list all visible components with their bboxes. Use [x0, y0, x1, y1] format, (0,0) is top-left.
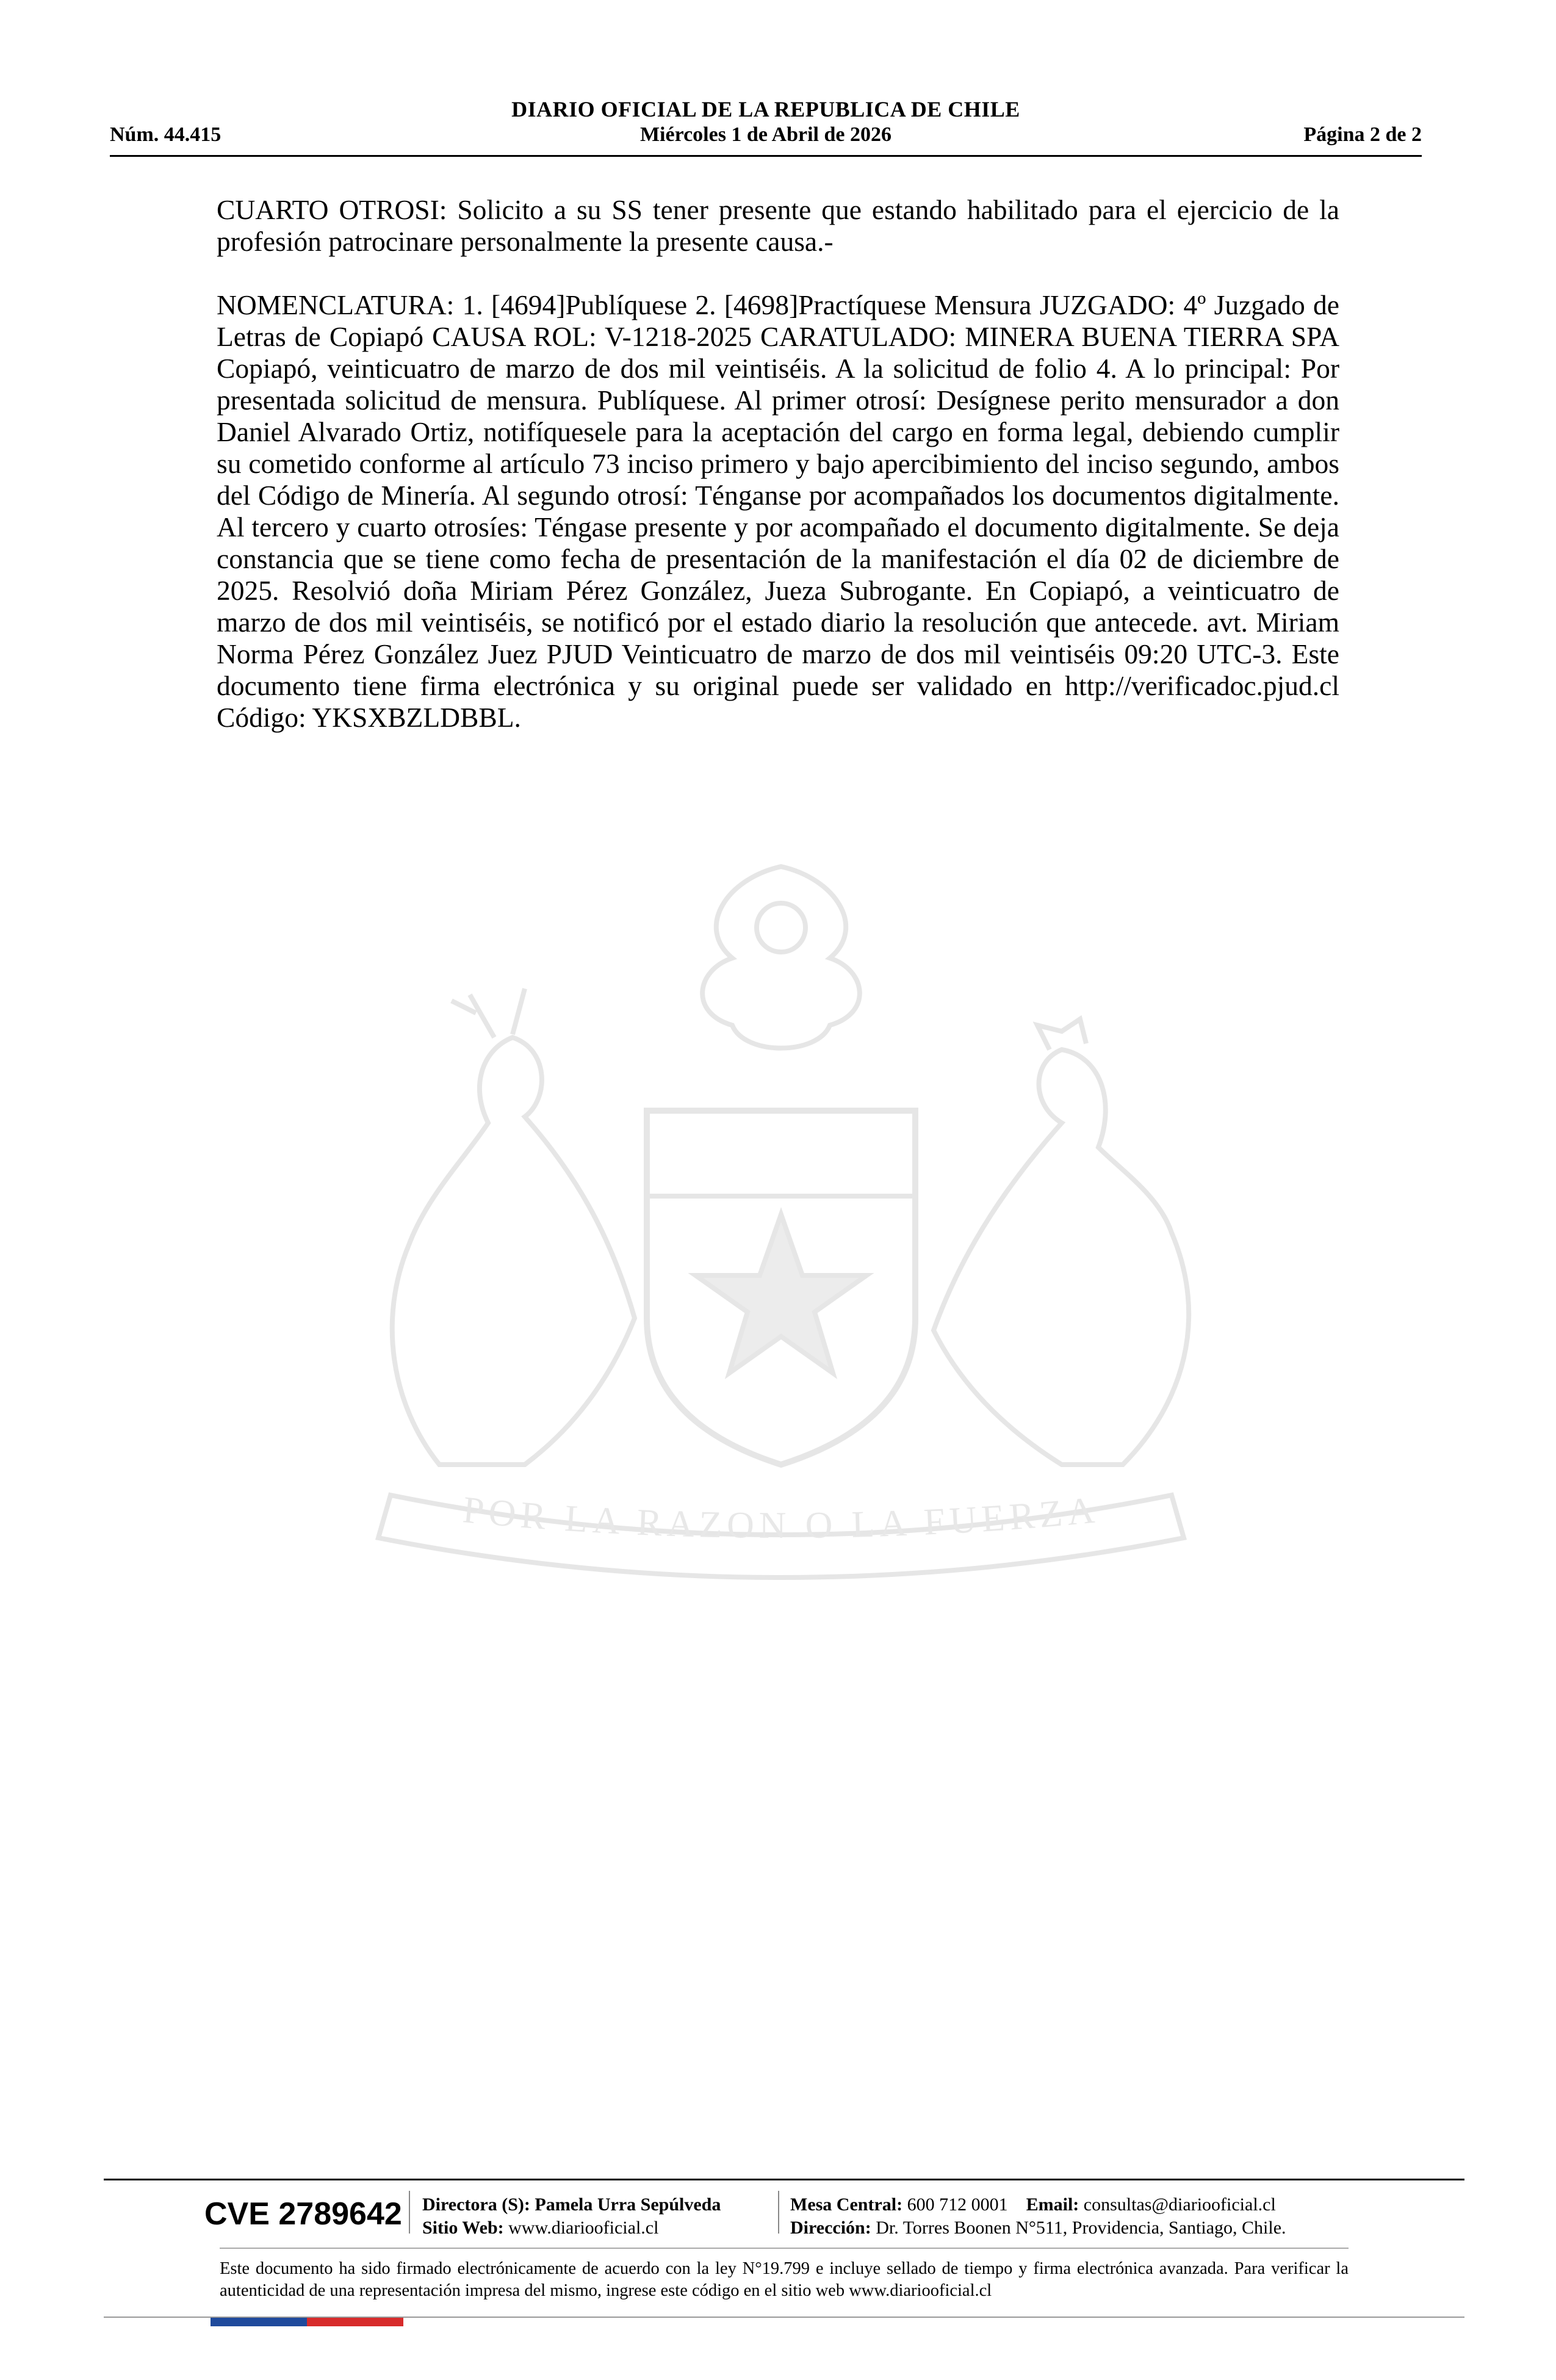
- page-indicator: Página 2 de 2: [1303, 123, 1422, 146]
- director-value: Pamela Urra Sepúlveda: [535, 2194, 721, 2215]
- issue-date: Miércoles 1 de Abril de 2026: [639, 123, 892, 146]
- document-body: [217, 194, 1339, 765]
- paragraph-cuarto-otrosi: CUARTO OTROSI: Solicito a su SS tener presente que estando habilitado para el ejercicio de la profesión patrocinare personalmente la presente causa.-: [217, 194, 1339, 257]
- flag-stripe-blue: [211, 2318, 307, 2326]
- issue-number: Núm. 44.415: [110, 123, 222, 146]
- director-label: Directora (S):: [422, 2194, 530, 2215]
- address-value: Dr. Torres Boonen N°511, Providencia, Santiago, Chile.: [876, 2218, 1286, 2238]
- footer-director-column: [422, 2193, 721, 2240]
- email-link[interactable]: consultas@diariooficial.cl: [1083, 2194, 1276, 2215]
- page-footer: [104, 2179, 1464, 2331]
- phone-label: Mesa Central:: [790, 2194, 903, 2215]
- paragraph-nomenclatura: NOMENCLATURA: 1. [4694]Publíquese 2. [4698]Practíquese Mensura JUZGADO: 4º Juzgado de Letras de Copiapó CAUSA ROL: V-1218-2025 CARATULADO: MINERA BUENA TIERRA SPA Copiapó, veinticuatro de marzo de dos mil veintiséis. A la solicitud de folio 4. A lo principal: Por presentada solicitud de mensura. Publíquese. Al primer otrosí: Desígnese perito mensurador a don Daniel Alvarado Ortiz, notifíquesele para la aceptación del cargo en forma legal, debiendo cumplir su cometido conforme al artículo 73 inciso primero y bajo apercibimiento del inciso segundo, ambos del Código de Minería. Al segundo otrosí: Ténganse por acompañados los documentos digitalmente. Al tercero y cuarto otrosíes: Téngase presente y por acompañado el documento digitalmente. Se deja constancia que se tiene como fecha de presentación de la manifestación el día 02 de diciembre de 2025. Resolvió doña Miriam Pérez González, Jueza Subrogante. En Copiapó, a veinticuatro de marzo de dos mil veintiséis, se notificó por el estado diario la resolución que antecede. avt. Miriam Norma Pérez González Juez PJUD Veinticuatro de marzo de dos mil veintiséis 09:20 UTC-3. Este documento tiene firma electrónica y su original puede ser validado en http://verificadoc.pjud.cl Código: YKSXBZLDBBL.: [217, 289, 1339, 733]
- legal-notice: Este documento ha sido firmado electrónicamente de acuerdo con la ley N°19.799 e incluye sellado de tiempo y firma electrónica avanzada. Para verificar la autenticidad de una representación impresa del mismo, ingrese este código en el sitio web www.diariooficial.cl: [220, 2259, 1349, 2300]
- cve-code: CVE 2789642: [204, 2196, 402, 2232]
- header-divider: [110, 155, 1422, 157]
- website-label: Sitio Web:: [422, 2218, 504, 2238]
- footer-inner-divider: [220, 2248, 1349, 2249]
- website-link[interactable]: www.diariooficial.cl: [508, 2218, 659, 2238]
- footer-contact-column: [790, 2193, 1286, 2240]
- footer-separator: [778, 2191, 779, 2234]
- coat-of-arms-watermark: [207, 854, 1355, 1678]
- footer-separator: [409, 2191, 410, 2234]
- phone-value: 600 712 0001: [907, 2194, 1008, 2215]
- masthead-title: DIARIO OFICIAL DE LA REPUBLICA DE CHILE: [511, 97, 1020, 121]
- flag-stripe-red: [307, 2318, 403, 2326]
- page-header: [110, 96, 1422, 157]
- email-label: Email:: [1026, 2194, 1079, 2215]
- footer-top-divider: [104, 2179, 1464, 2180]
- address-label: Dirección:: [790, 2218, 871, 2238]
- svg-text:POR LA RAZON O LA FUERZA: POR LA RAZON O LA FUERZA: [461, 1489, 1101, 1547]
